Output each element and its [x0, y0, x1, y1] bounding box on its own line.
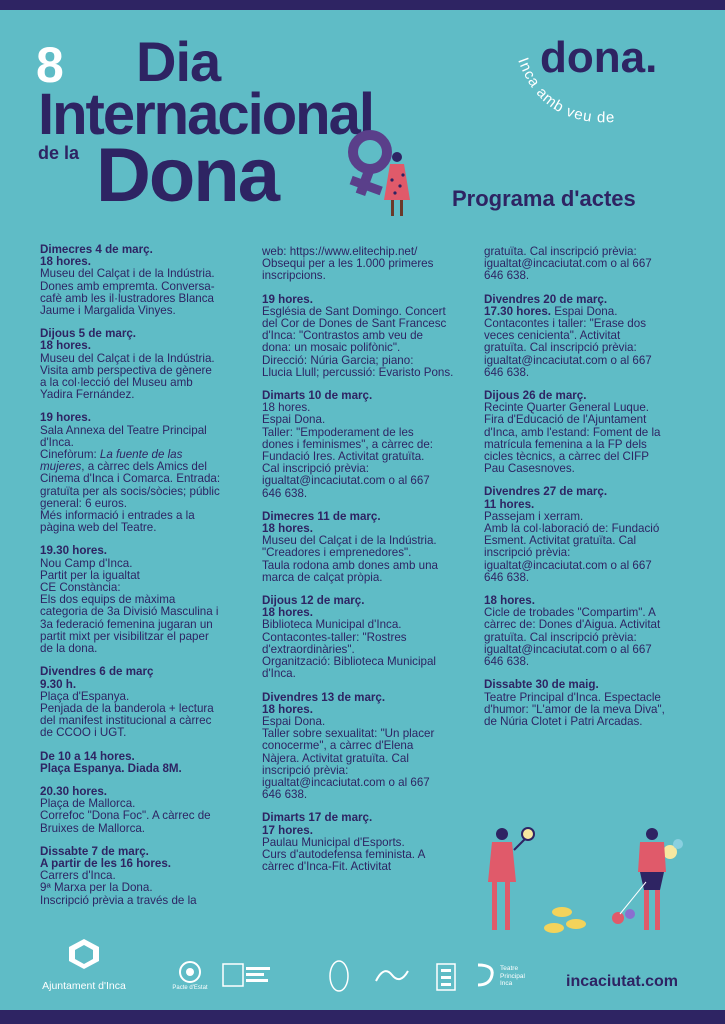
event-text-line: pàgina web del Teatre. — [40, 521, 157, 535]
event-text-line: Bruixes de Mallorca. — [40, 821, 146, 835]
event-text-line: Inscripció prèvia a través de la — [40, 893, 197, 907]
day-number: 8 — [36, 37, 64, 93]
women-illustration — [470, 822, 700, 942]
woman-figure-icon — [380, 150, 414, 220]
event-text-line: de Núria Clotet i Patri Arcadas. — [484, 714, 643, 728]
event-text-line: a la col·lecció del Museu amb — [40, 376, 193, 390]
event-text-line: Museu del Calçat i de la Indústria. — [40, 267, 215, 281]
event-text-line: Nàjera. Activitat gratuïta. Cal — [262, 751, 409, 765]
event-block — [40, 666, 240, 739]
event-text-line: de CCOO i UGT. — [40, 726, 127, 740]
event-text-line: Pau Casesnoves. — [484, 462, 575, 476]
event-text-line: general: 6 euros. — [40, 496, 128, 510]
event-text-line: Museu del Calçat i de la Indústria. — [262, 534, 437, 548]
event-block — [484, 679, 688, 728]
program-column-1 — [40, 244, 240, 918]
event-date: Dissabte 7 de març. — [40, 844, 149, 858]
event-text-line: del Cor de Dones de Sant Francesc — [262, 317, 447, 331]
event-block — [262, 812, 468, 873]
event-text-line: Cinema d'Inca i Comarca. Entrada: — [40, 472, 221, 486]
acic-logo-icon — [436, 963, 456, 991]
event-block — [40, 846, 240, 907]
event-date: 18 hores. — [484, 594, 535, 608]
event-time-bold: 17.30 hores. — [484, 304, 552, 318]
event-time: 18 hores. — [262, 702, 313, 716]
event-date: Dissabte 30 de maig. — [484, 678, 599, 692]
event-text-line: 9ª Marxa per la Dona. — [40, 881, 153, 895]
event-text-line: Obsequi per a les 1.000 primeres — [262, 257, 434, 271]
event-text-line: igualtat@incaciutat.com o al 667 — [262, 474, 430, 488]
event-text-line: Esment. Activitat gratuïta. Cal — [484, 534, 637, 548]
event-text-line: "Creadores i emprenedores". — [262, 546, 412, 560]
event-text-line: d'humor: "L'amor de la meva Diva", — [484, 702, 665, 716]
event-text-line: 646 638. — [484, 655, 530, 669]
event-text-line: dones i feminismes", a càrrec de: — [262, 437, 434, 451]
event-text-line: Cicle de trobades "Compartim". A — [484, 606, 656, 620]
event-date: 20.30 hores. — [40, 784, 108, 798]
event-text-line: gratuïta per als socis/sòcies; públic — [40, 484, 220, 498]
government-logo-icon — [222, 963, 272, 987]
event-date: Dimecres 11 de març. — [262, 509, 381, 523]
event-text-line: Yadira Fernández. — [40, 388, 135, 402]
event-text-line: marca de calçat pròpia. — [262, 570, 383, 584]
event-block — [484, 486, 688, 584]
event-text-line: Correfoc "Dona Foc". A càrrec de — [40, 809, 211, 823]
event-text-line: 18 hores. — [262, 401, 311, 415]
title-dona: Dona — [96, 133, 278, 218]
event-text-line: igualtat@incaciutat.com o al 667 — [484, 642, 652, 656]
event-text-fragment: , a càrrec dels Amics del — [81, 460, 207, 474]
event-text-line: Taula rodona amb dones amb una — [262, 558, 438, 572]
svg-text:Inca amb veu de: Inca amb veu de — [514, 55, 616, 127]
event-block — [484, 595, 688, 668]
event-text-line: Espai Dona. — [262, 413, 326, 427]
event-text-line: conocerme", a càrrec d'Elena — [262, 739, 414, 753]
event-time: 17 hores. — [262, 823, 313, 837]
event-text-line: Plaça de Mallorca. — [40, 797, 136, 811]
event-text-line: Sala Annexa del Teatre Principal — [40, 423, 207, 437]
event-block — [484, 294, 688, 379]
event-place: Espai Dona. — [551, 304, 618, 318]
program-column-2 — [262, 246, 468, 884]
event-time: 18 hores. — [262, 606, 313, 620]
event-text-fragment: Cinefòrum: — [40, 448, 100, 462]
event-text-line: càrrec d'Inca-Fit. Activitat — [262, 860, 392, 874]
event-text-line: Nou Camp d'Inca. — [40, 556, 133, 570]
event-block — [40, 786, 240, 835]
event-block — [262, 246, 468, 283]
pacte-label: Pacte d'Estat — [172, 985, 208, 991]
top-bar — [0, 0, 725, 10]
event-text-line: d'Inca, amb l'estand: Foment de la — [484, 425, 661, 439]
bottom-bar — [0, 1010, 725, 1024]
event-text-line: Cal inscripció prèvia: — [262, 462, 369, 476]
event-text-line: d'Inca. — [262, 667, 296, 681]
event-text-line: inscripció prèvia: — [484, 546, 571, 560]
event-block — [262, 692, 468, 802]
event-block — [40, 545, 240, 655]
event-text-line: igualtat@incaciutat.com o al 667 — [484, 353, 652, 367]
event-text-line: de la dona. — [40, 642, 98, 656]
event-text-line: Paulau Municipal d'Esports. — [262, 835, 405, 849]
brand-arc-text — [490, 40, 680, 160]
event-text-line: del manifest institucional a càrrec — [40, 714, 212, 728]
event-text-fragment: mujeres — [40, 460, 82, 474]
dones-logo-icon — [372, 963, 412, 987]
brand-logo-dona: dona. — [540, 33, 658, 82]
event-text-line: Més informació i entrades a la — [40, 509, 195, 523]
teatre-line1: Teatre — [500, 965, 519, 972]
event-text-line: 3a federació femenina jugaran un — [40, 617, 213, 631]
event-date: Dimecres 4 de març. — [40, 243, 153, 256]
event-text-line: Carrers d'Inca. — [40, 869, 116, 883]
ornament-logo-icon — [328, 959, 350, 993]
event-text-line: Organització: Biblioteca Municipal — [262, 655, 436, 669]
pacte-icon — [179, 961, 201, 983]
event-text-line: Passejam i xerram. — [484, 509, 584, 523]
event-text-line: Fundació Ires. Activitat gratuïta. — [262, 450, 425, 464]
teatre-line3: Inca — [500, 980, 513, 987]
event-text-line: dona: un mosaic polifònic". — [262, 341, 401, 355]
event-text-line: 646 638. — [484, 365, 530, 379]
event-text-line: Llucia Llull; percussió: Evaristo Pons. — [262, 365, 454, 379]
title-de-la: de la — [38, 143, 80, 163]
event-text-line: 646 638. — [262, 486, 308, 500]
event-date: 19.30 hores. — [40, 544, 108, 558]
event-text-line: d'extraordinàries". — [262, 642, 355, 656]
event-date: Dijous 12 de març. — [262, 594, 365, 608]
program-column-3 — [484, 246, 688, 739]
event-block — [484, 246, 688, 283]
event-text-line: Partit per la igualtat — [40, 568, 140, 582]
event-text-line: Museu del Calçat i de la Indústria. — [40, 351, 215, 365]
event-text-line: partit mixt per visibilitzar el paper — [40, 629, 209, 643]
event-time: 18 hores. — [40, 339, 91, 353]
event-text-line: Biblioteca Municipal d'Inca. — [262, 618, 402, 632]
event-time: 9.30 h. — [40, 677, 77, 691]
event-text-line: igualtat@incaciutat.com o al 667 — [484, 257, 652, 271]
event-time: 11 hores. — [484, 497, 535, 511]
event-text-line: 646 638. — [484, 570, 530, 584]
event-text-line: igualtat@incaciutat.com o al 667 — [484, 558, 652, 572]
title-dia: Dia — [136, 30, 221, 93]
event-text-line: d'Inca. — [40, 435, 74, 449]
website-link[interactable]: incaciutat.com — [566, 973, 679, 990]
event-time: 19 hores. — [40, 411, 91, 425]
event-block — [40, 412, 240, 534]
event-text-line: inscripció prèvia: — [262, 763, 349, 777]
event-text-line: Direcció: Núria Garcia; piano: — [262, 353, 414, 367]
title-internacional: Internacional — [38, 82, 373, 147]
event-text-line: igualtat@incaciutat.com o al 667 — [262, 775, 430, 789]
event-text-line: Curs d'autodefensa feminista. A — [262, 847, 426, 861]
event-text-line: veces cenicienta". Activitat — [484, 329, 621, 343]
event-date: 19 hores. — [262, 292, 313, 306]
event-text-line: Taller sobre sexualitat: "Un placer — [262, 727, 435, 741]
event-text-line: cicles tècnics, a càrrec del CIFP — [484, 450, 649, 464]
event-block — [40, 751, 240, 775]
program-subtitle: Programa d'actes — [452, 186, 636, 211]
event-text-line: Els dos equips de màxima — [40, 593, 176, 607]
event-date: Divendres 6 de març — [40, 665, 154, 679]
event-date: Divendres 27 de març. — [484, 485, 608, 499]
event-text-line: web: https://www.elitechip.net/ — [262, 245, 418, 258]
event-text-line: Amb la col·laboració de: Fundació — [484, 522, 660, 536]
footer-logos — [0, 935, 725, 1005]
event-time: 18 hores. — [262, 522, 313, 536]
event-date: Dimarts 10 de març. — [262, 389, 373, 403]
event-text-line — [40, 449, 240, 473]
event-text-line: Plaça d'Espanya. — [40, 689, 130, 703]
event-block — [262, 595, 468, 680]
event-date: Dijous 5 de març. — [40, 327, 137, 341]
event-text-line: Contacontes-taller: "Rostres — [262, 630, 407, 644]
event-block — [262, 511, 468, 584]
city-shield-icon — [67, 937, 101, 971]
event-text-line: matrícula femenina a la FP dels — [484, 437, 647, 451]
event-text-line: 646 638. — [262, 788, 308, 802]
event-text-line: cafè amb les il·lustradores Blanca — [40, 291, 214, 305]
event-text-line: Contacontes i taller: "Erase dos — [484, 317, 647, 331]
ajuntament-name: Ajuntament d'Inca — [42, 980, 126, 992]
teatre-icon — [474, 961, 496, 989]
event-text-line: Fira d'Educació de l'Ajuntament — [484, 413, 647, 427]
event-time: A partir de les 16 hores. — [40, 856, 172, 870]
event-text-line: d'Inca: "Contrastos amb veu de — [262, 329, 423, 343]
event-text-line: inscripcions. — [262, 269, 326, 283]
event-text-line: Visita amb perspectiva de gènere — [40, 363, 212, 377]
event-text-line: Espai Dona. — [262, 714, 326, 728]
event-block — [262, 390, 468, 500]
event-text-line: categoria de 3a Divisió Masculina i — [40, 605, 219, 619]
event-text-line: gratuïta. Cal inscripció prèvia: — [484, 630, 637, 644]
event-text-fragment: La fuente de las — [99, 448, 183, 462]
event-block — [40, 328, 240, 401]
pacte-estat-logo — [170, 961, 210, 991]
event-time: 18 hores. — [40, 255, 91, 269]
event-text-line: Jaume i Margalida Vinyes. — [40, 304, 176, 318]
event-date: Divendres 13 de març. — [262, 690, 386, 704]
teatre-logo — [474, 961, 534, 989]
event-text-line: Teatre Principal d'Inca. Espectacle — [484, 690, 661, 704]
event-text-line: Recinte Quarter General Luque. — [484, 401, 649, 415]
event-block — [484, 390, 688, 475]
event-date: Divendres 20 de març. — [484, 292, 608, 306]
event-text-line: CE Constància: — [40, 581, 121, 595]
event-block — [262, 294, 468, 379]
ajuntament-logo — [38, 937, 130, 992]
event-date: De 10 a 14 hores. — [40, 749, 135, 763]
teatre-line2: Principal — [500, 972, 525, 980]
event-text-line: 646 638. — [484, 269, 530, 283]
event-text-line: Dones amb empremta. Conversa- — [40, 279, 215, 293]
event-date: Dimarts 17 de març. — [262, 811, 373, 825]
event-text-line: Penjada de la banderola + lectura — [40, 701, 214, 715]
event-text-line: gratuïta. Cal inscripció prèvia: — [484, 341, 637, 355]
event-text-line: Església de Sant Domingo. Concert — [262, 304, 446, 318]
event-block — [40, 244, 240, 317]
event-text-line: gratuïta. Cal inscripció prèvia: — [484, 245, 637, 258]
event-time: Plaça Espanya. Diada 8M. — [40, 761, 182, 775]
event-text-line: càrrec de: Dones d'Aigua. Activitat — [484, 618, 661, 632]
event-date: Dijous 26 de març. — [484, 389, 587, 403]
event-text-line: Taller: "Empoderament de les — [262, 425, 414, 439]
